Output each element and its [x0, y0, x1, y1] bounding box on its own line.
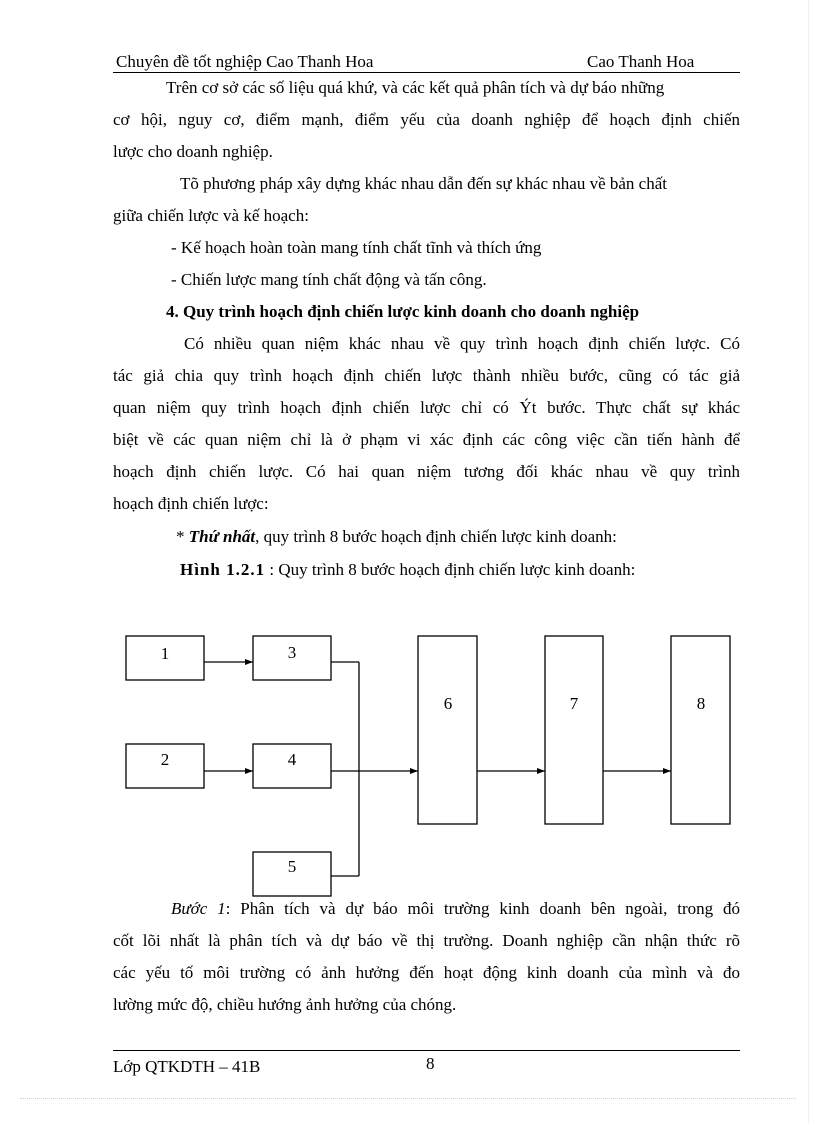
header-author: Cao Thanh Hoa	[587, 52, 695, 71]
figure-caption-text: : Quy trình 8 bước hoạch định chiến lược kinh doanh:	[265, 560, 636, 579]
para3-line-1: Có nhiều quan niệm khác nhau về quy trình hoạch định chiến lược. Có	[184, 334, 740, 353]
diagram-box-1-label: 1	[160, 644, 170, 663]
section-heading: 4. Quy trình hoạch định chiến lược kinh doanh cho doanh nghiệp	[166, 302, 640, 321]
para1-line-2: cơ hội, nguy cơ, điểm mạnh, điểm yếu của doanh nghiệp để hoạch định chiến	[113, 110, 740, 129]
bullet-item-1: - Kế hoạch hoàn toàn mang tính chất tĩnh và thích ứng	[171, 238, 542, 257]
para4-line-1: cốt lõi nhất là phân tích và dự báo về thị trường. Doanh nghiệp cần nhận thức rõ	[113, 931, 740, 950]
diagram-box-7-label: 7	[569, 694, 579, 713]
diagram-box-3-label: 3	[287, 643, 297, 662]
page-right-border	[808, 0, 809, 1123]
para3-line-4: biệt về các quan niệm chỉ là ở phạm vi xác định các công việc cần tiến hành để	[113, 430, 740, 449]
figure-label: Hình 1.2.1	[180, 560, 266, 579]
bullet-item-2: - Chiến lược mang tính chất động và tấn công.	[171, 270, 487, 289]
header-left-title: Chuyên đề tốt nghiệp Cao Thanh Hoa	[116, 52, 374, 71]
diagram-box-8	[671, 636, 730, 824]
diagram-box-4-label: 4	[287, 750, 297, 769]
para3-line-6: hoạch định chiến lược:	[113, 494, 269, 513]
para1-line-1: Trên cơ sở các số liệu quá khứ, và các kết quả phân tích và dự báo những	[166, 78, 665, 97]
diagram-box-6	[418, 636, 477, 824]
step-label: Bước 1	[171, 899, 226, 918]
para1-line-3: lược cho doanh nghiệp.	[113, 142, 273, 161]
diagram-box-7	[545, 636, 603, 824]
first-rest: , quy trình 8 bước hoạch định chiến lược kinh doanh:	[255, 527, 617, 546]
first-prefix: *	[176, 527, 189, 546]
step-rest: : Phân tích và dự báo môi trường kinh doanh bên ngoài, trong đó	[225, 899, 740, 918]
page-bottom-border	[20, 1098, 796, 1099]
diagram-box-8-label: 8	[696, 694, 706, 713]
para2-line-1: Tõ phương pháp xây dựng khác nhau dẫn đến sự khác nhau về bản chất	[180, 174, 667, 193]
diagram-box-6-label: 6	[443, 694, 453, 713]
para3-line-3: quan niệm quy trình hoạch định chiến lược chỉ có Ýt bước. Thực chất sự khác	[113, 398, 740, 417]
step1-line-1	[171, 899, 740, 919]
page-number: 8	[426, 1054, 435, 1073]
para3-line-2: tác giả chia quy trình hoạch định chiến lược thành nhiều bước, cũng có tác giả	[113, 366, 740, 385]
footer-class: Lớp QTKDTH – 41B	[113, 1057, 261, 1076]
footer-rule	[113, 1050, 740, 1051]
para2-line-2: giữa chiến lược và kế hoạch:	[113, 206, 309, 225]
diagram-box-2-label: 2	[160, 750, 170, 769]
para4-line-3: lường mức độ, chiều hướng ảnh hưởng của chóng.	[113, 995, 457, 1014]
para4-line-2: các yếu tố môi trường có ảnh hưởng đến hoạt động kinh doanh của mình và đo	[113, 963, 740, 982]
first-label: Thứ nhất	[188, 527, 256, 546]
para3-line-5: hoạch định chiến lược. Có hai quan niệm tương đối khác nhau về quy trình	[113, 462, 740, 481]
diagram-box-5-label: 5	[287, 857, 297, 876]
